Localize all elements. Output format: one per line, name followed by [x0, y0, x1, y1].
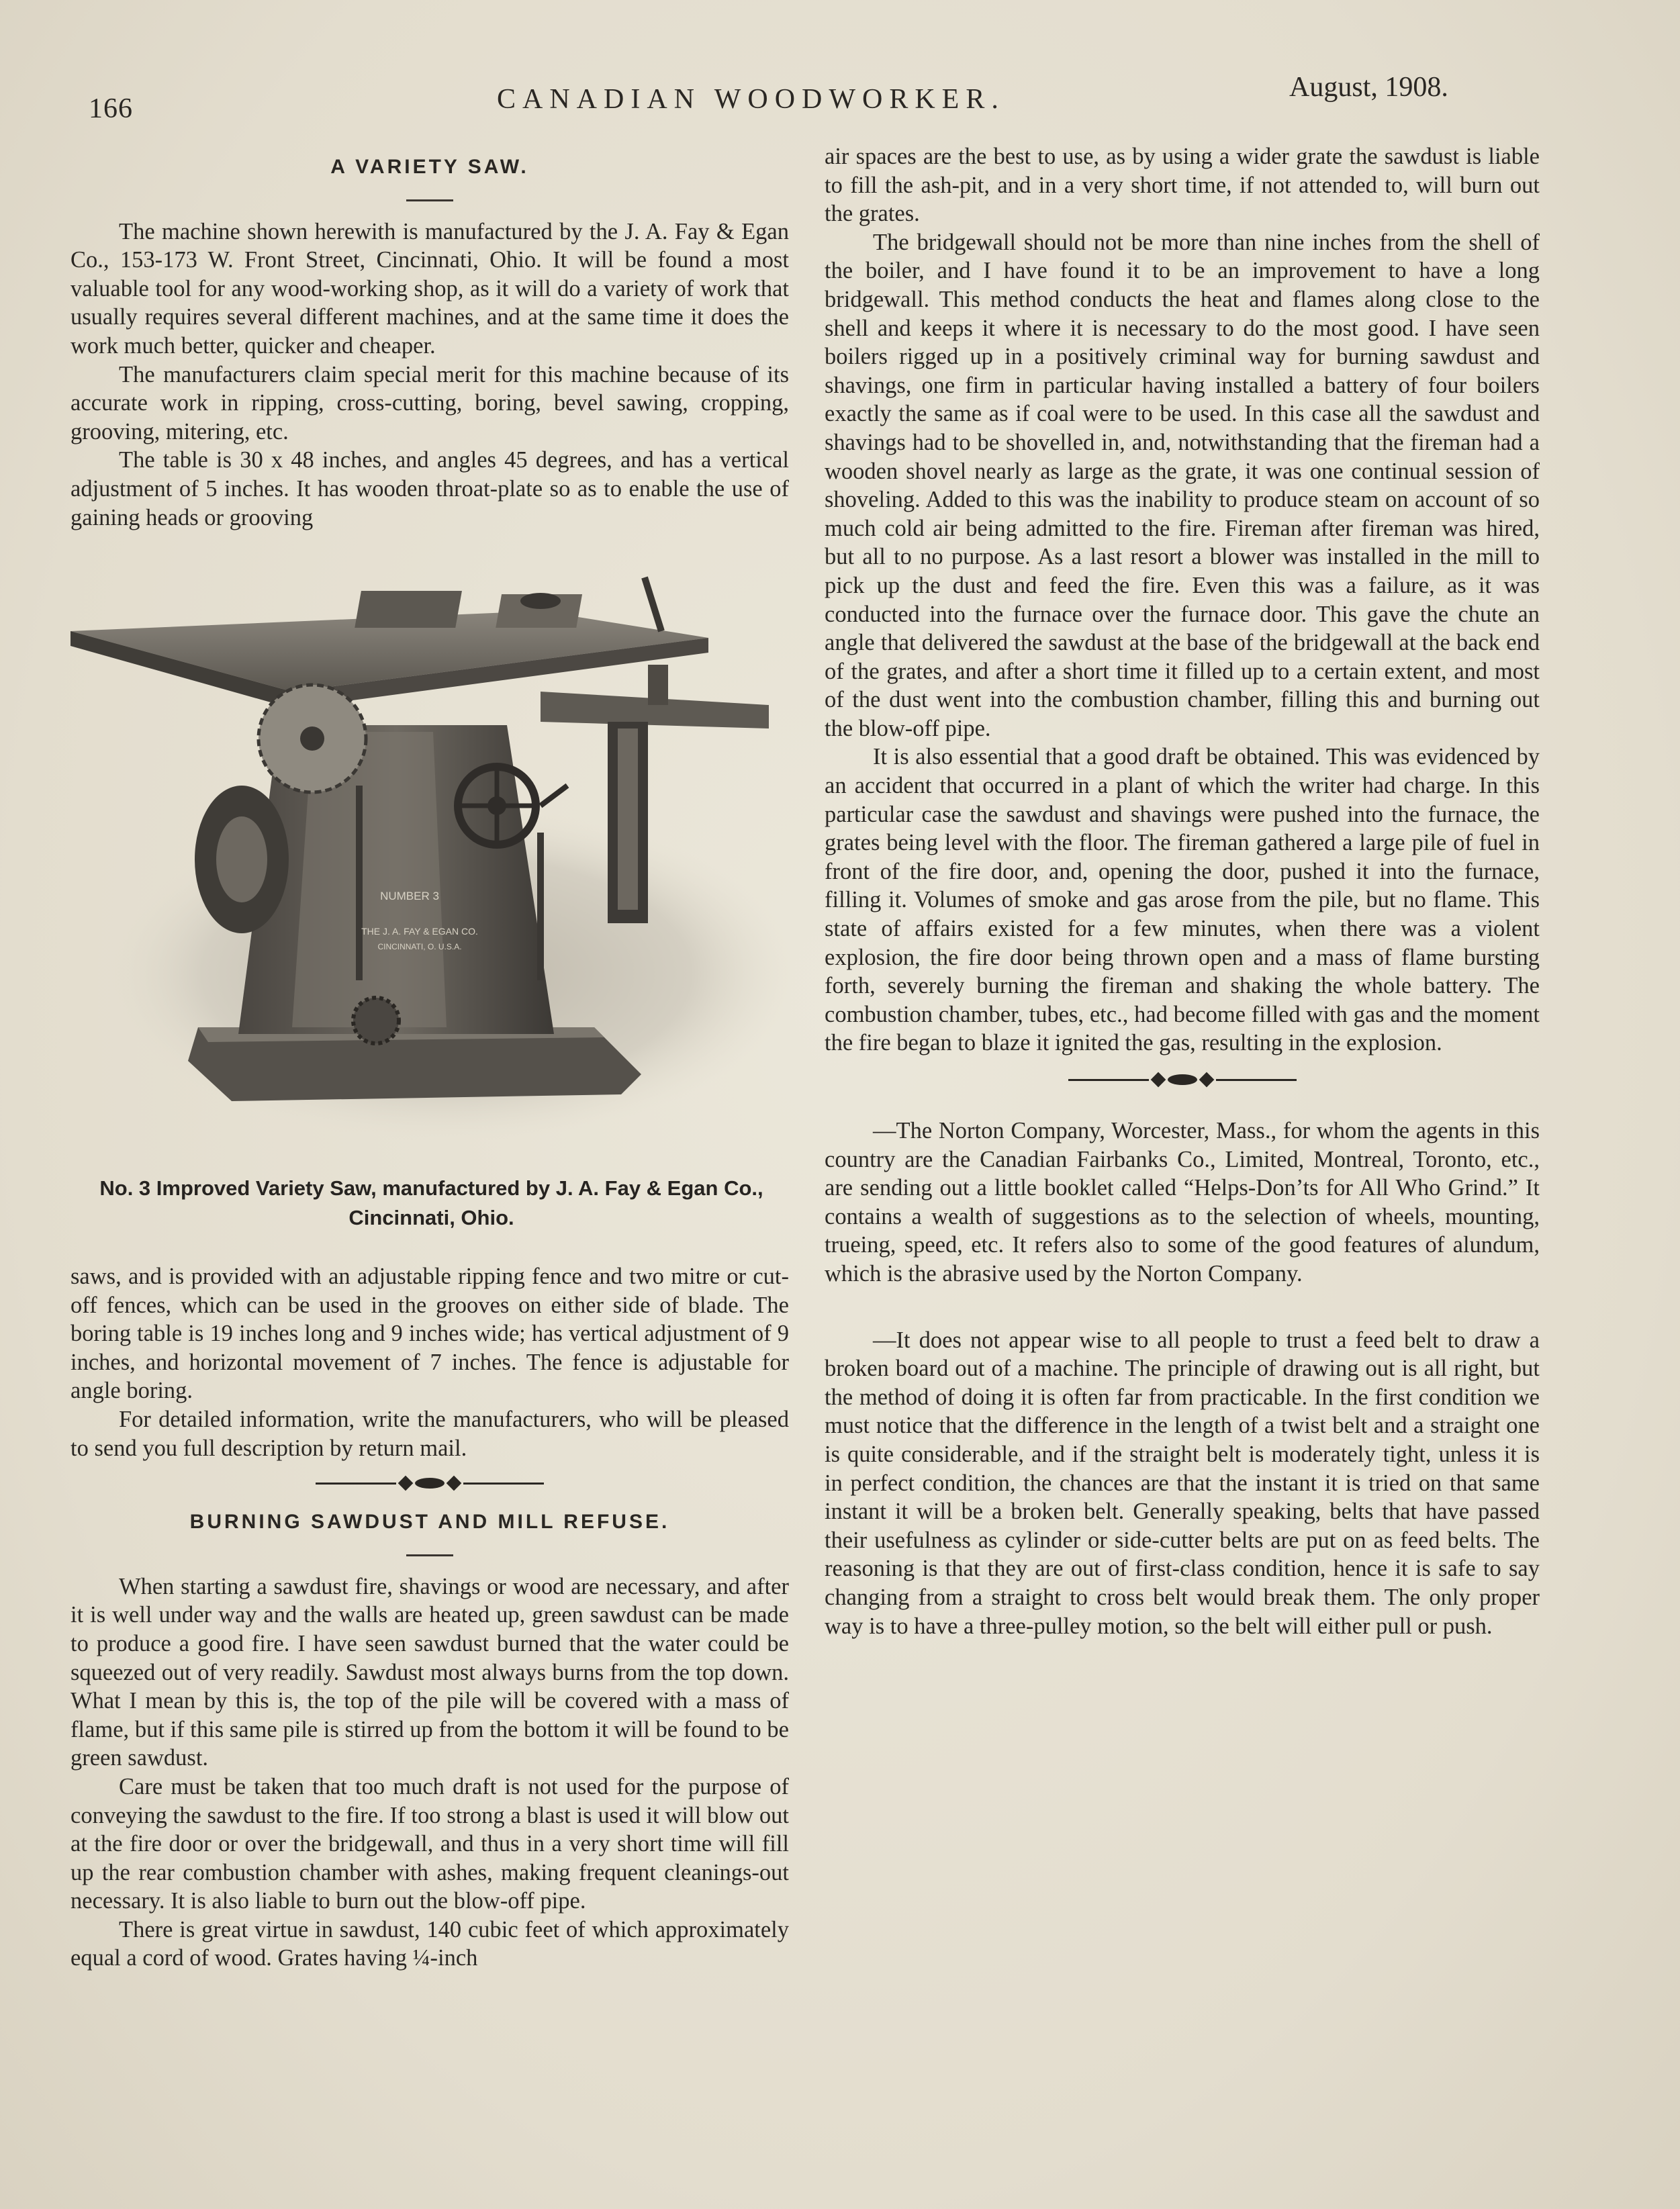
paragraph: The bridgewall should not be more than nine inches from the shell of the boiler, and I have found it to be an improvement to have a long bridgewall. This method conducts the heat and flames along close to the shell and keeps it where it is necessary to do the most good. I have seen boilers rigged up in a positively criminal way for burning sawdust and shavings, one firm in particular having installed a battery of four boilers exactly the same as if coal were to be used. In this case all the sawdust and shavings had to be shovelled in, and, notwithstanding that the fireman had a wooden shovel nearly as large as the grate, it was one continual session of shoveling. Added to this was the inability to produce steam on account of so much cold air being admitted to the fire. Fireman after fireman was hired, but all to no purpose. As a last resort a blower was installed in the mill to pick up the dust and feed the fire. Even this was a failure, as it was conducted into the furnace over the furnace door. This gave the chute an angle that delivered the sawdust at the base of the bridgewall at the back end of the grates, and after a short time it filled up to a certain extent, and most of the dust went into the combustion chamber, filling this and burning out the blow-off pipe.: [825, 229, 1540, 741]
title-rule: [406, 1554, 453, 1556]
paragraph: For detailed information, write the manufacturers, who will be pleased to send you full description by return mail.: [71, 1406, 789, 1461]
issue-date: August, 1908.: [1289, 72, 1448, 103]
paragraph: When starting a sawdust fire, shavings or wood are necessary, and after it is well under way and the walls are heated up, green sawdust can be made to produce a good fire. I have seen sawdust burned that the water could be squeezed out of very readily. Sawdust most always burns from the top down. What I mean by this is, the top of the pile will be covered with a mass of flame, but if this same pile is stirred up from the bottom it will be found to be green sawdust.: [71, 1573, 789, 1771]
ripping-fence: [355, 591, 462, 628]
paragraph: It is also essential that a good draft be obtained. This was evidenced by an accident that occurred in a plant of which the writer had charge. In this particular case the sawdust and shavings were pushed into the furnace, the grates being level with the floor. The fireman gathered a large pile of fuel in front of the fire door, and, opening the door, pushed it into the furnace, filling it. Volumes of smoke and gas arose from the pile, but no flame. This state of affairs existed for a few minutes, when there was a violent explosion, the fire door being thrown open and a mass of flame bursting forth, severely burning the fireman and shaking the whole battery. The combustion chamber, tubes, etc., had become filled with gas and the moment the fire began to blaze it ignited the gas, resulting in the explosion.: [825, 744, 1540, 1056]
section-divider: [71, 1473, 789, 1493]
plate-maker: THE J. A. FAY & EGAN CO.: [361, 926, 478, 937]
figure-caption: No. 3 Improved Variety Saw, manufactured by J. A. Fay & Egan Co., Cincinnati, Ohio.: [99, 1176, 763, 1229]
title-rule: [406, 199, 453, 201]
article-title-variety-saw: A VARIETY SAW.: [330, 156, 529, 178]
paragraph: Care must be taken that too much draft is not used for the purpose of conveying the sawdust to the fire. If too strong a blast is used it will blow out at the fire door or over the bridgewall, and thus in a very short time will fill up the rear combustion chamber with ashes, making frequent cleanings-out necessary. It is also liable to burn out the blow-off pipe.: [71, 1773, 789, 1914]
article-burning-sawdust-continued: [825, 142, 1540, 1640]
article-variety-saw-bottom: [71, 1262, 789, 1973]
plate-number: NUMBER 3: [380, 890, 439, 902]
paragraph: The machine shown herewith is manufactured by the J. A. Fay & Egan Co., 153-173 W. Front Street, Cincinnati, Ohio. It will be found a most valuable tool for any wood-working shop, as it will do a variety of work that usually requires several different machines, and at the same time it does the work much better, quicker and cheaper.: [71, 218, 789, 359]
paragraph: saws, and is provided with an adjustable ripping fence and two mitre or cut-off fences, which can be used in the grooves on either side of blade. The boring table is 19 inches long and 9 inches wide; has vertical adjustment of 9 inches, and horizontal movement of 7 inches. The fence is adjustable for angle boring.: [71, 1264, 789, 1404]
paragraph: The table is 30 x 48 inches, and angles 45 degrees, and has a vertical adjustment of 5 inches. It has wooden throat-plate so as to enable the use of gaining heads or grooving: [71, 447, 789, 530]
page-number: 166: [89, 93, 133, 124]
norton-company-note: —The Norton Company, Worcester, Mass., for whom the agents in this country are the Canadian Fairbanks Co., Limited, Montreal, Toronto, etc., are sending out a little booklet called “Helps-Don’ts for All Who Grind.” It contains a wealth of suggestions as to the selection of wheels, mounting, trueing, speed, etc. It refers also to some of the good features of alundum, which is the abrasive used by the Norton Company.: [825, 1118, 1540, 1286]
plate-city: CINCINNATI, O. U.S.A.: [377, 942, 462, 951]
article-variety-saw-top: [71, 153, 789, 532]
article-title-burning-sawdust: BURNING SAWDUST AND MILL REFUSE.: [189, 1511, 670, 1534]
paragraph: There is great virtue in sawdust, 140 cubic feet of which approximately equal a cord of wood. Grates having ¼-inch: [71, 1916, 789, 1971]
crank-handle: [645, 577, 661, 631]
paragraph: air spaces are the best to use, as by using a wider grate the sawdust is liable to fill the ash-pit, and in a very short time, if not attended to, will burn out the grates.: [825, 144, 1540, 227]
journal-title: CANADIAN WOODWORKER.: [497, 84, 1005, 115]
section-divider: [825, 1070, 1540, 1090]
paragraph: The manufacturers claim special merit for this machine because of its accurate work in ripping, cross-cutting, boring, bevel sawing, cropping, grooving, mitering, etc.: [71, 361, 789, 444]
feed-belt-note: —It does not appear wise to all people to trust a feed belt to draw a broken board out of a machine. The principle of drawing out is all right, but the method of doing it is often far from practicable. In the first condition we must notice that the difference in the length of a twist belt and a straight one is quite considerable, and if the straight belt is moderately tight, unless it is in perfect condition, the chances are that the instant it is tried on that same instant it will be a broken belt. Generally speaking, belts that have passed their usefulness as cylinder or side-cutter belts are put on as feed belts. The reasoning is that they are out of first-class condition, hence it is safe to say changing from a straight to cross belt would break them. The only proper way is to have a three-pulley motion, so the belt will either pull or push.: [825, 1327, 1540, 1639]
bevel-gear: [353, 998, 399, 1043]
variety-saw-illustration: [71, 564, 792, 1168]
